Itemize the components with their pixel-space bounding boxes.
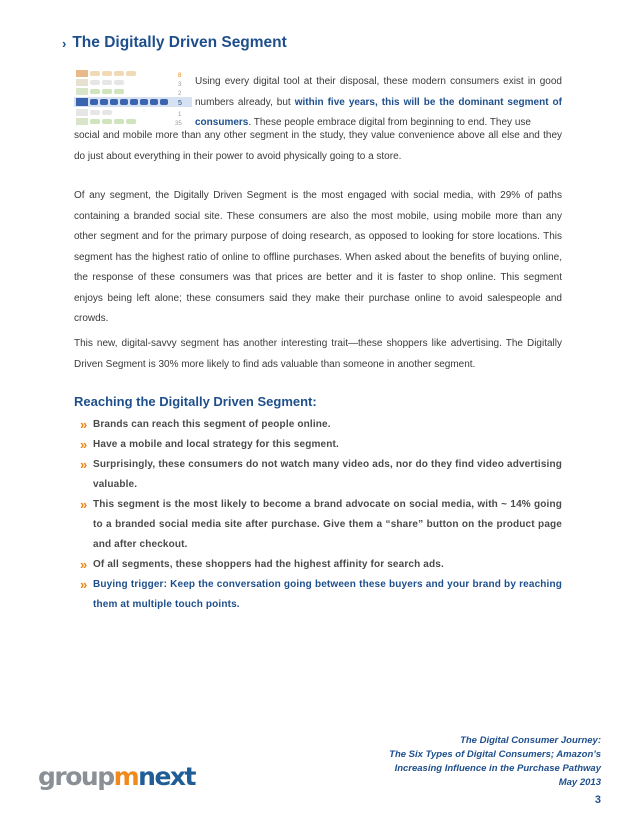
list-item-text: Buying trigger: Keep the conversation going between these buyers and your brand by reaching them at multiple touch points. bbox=[93, 579, 562, 610]
list-item bbox=[80, 555, 562, 575]
list-item-text: Brands can reach this segment of people online. bbox=[93, 419, 331, 430]
list-item-text: Surprisingly, these consumers do not watch many video ads, nor do they find video advertising valuable. bbox=[93, 459, 562, 490]
logo-part-m: m bbox=[113, 762, 139, 791]
section-heading bbox=[62, 34, 287, 52]
double-chevron-icon: » bbox=[80, 417, 88, 432]
thumb-number: 5 bbox=[178, 100, 182, 107]
logo-part-group: group bbox=[38, 762, 114, 791]
footer-citation bbox=[389, 734, 601, 790]
section-title: The Digitally Driven Segment bbox=[72, 34, 287, 51]
footer-line: Increasing Influence in the Purchase Pathway bbox=[394, 763, 601, 774]
list-item-text: This segment is the most likely to become a brand advocate on social media, with ~ 14% going to a branded social media site after purchase. Give them a “share” button on the product page and after checkout. bbox=[93, 499, 562, 550]
list-item-text: Of all segments, these shoppers had the highest affinity for search ads. bbox=[93, 559, 444, 570]
intro-paragraph-continued: social and mobile more than any other segment in the study, they value convenience above all else and they do just about everything in their power to avoid physically going to a store. bbox=[74, 130, 562, 162]
subheading: Reaching the Digitally Driven Segment: bbox=[74, 394, 317, 409]
logo-part-next: next bbox=[138, 762, 195, 791]
thumb-number: 8 bbox=[178, 73, 182, 79]
thumb-number: 3 bbox=[178, 82, 182, 88]
intro-text-end: . These people embrace digital from beginning to end. They use bbox=[248, 117, 531, 128]
double-chevron-icon: » bbox=[80, 577, 88, 592]
thumb-number: 2 bbox=[178, 91, 182, 97]
thumb-number: 35 bbox=[175, 121, 182, 126]
footer-line: The Six Types of Digital Consumers; Amazon’s bbox=[389, 749, 601, 760]
segment-chart-icon bbox=[74, 68, 192, 126]
double-chevron-icon: » bbox=[80, 437, 88, 452]
body-paragraph-social: Of any segment, the Digitally Driven Segment is the most engaged with social media, with 29% of paths containing a branded social site. These consumers are also the most mobile, using mobile more than any other segment and for the primary purpose of doing research, as opposed to looking for store locations. This segment has the highest ratio of online to offline purchases. When asked about the benefits of buying online, the response of these consumers was that prices are better and it is faster to shop online. This segment enjoys being left alone; these consumers said they make their purchase online to avoid salespeople and crowds. bbox=[74, 190, 562, 324]
intro-highlight: within five years, this will be the dominant segment of consumers bbox=[195, 96, 562, 128]
page-number: 3 bbox=[594, 794, 601, 806]
double-chevron-icon: » bbox=[80, 557, 88, 572]
segment-chart-thumbnail bbox=[74, 68, 192, 126]
double-chevron-icon: » bbox=[80, 497, 88, 512]
intro-paragraph bbox=[195, 72, 562, 134]
groupmnext-logo bbox=[38, 762, 195, 791]
list-item bbox=[80, 435, 562, 455]
body-paragraph-advertising: This new, digital-savvy segment has another interesting trait—these shoppers like advertising. The Digitally Driven Segment is 30% more likely to find ads valuable than someone in another segment. bbox=[74, 338, 562, 370]
footer-line: The Digital Consumer Journey: bbox=[460, 735, 601, 746]
bullet-list bbox=[80, 415, 562, 615]
list-item-buying-trigger bbox=[80, 575, 562, 615]
chevron-right-icon: › bbox=[62, 35, 67, 51]
list-item bbox=[80, 415, 562, 435]
double-chevron-icon: » bbox=[80, 457, 88, 472]
list-item bbox=[80, 495, 562, 555]
intro-text-start: Using every digital tool at their disposal, these modern consumers exist in good numbers already, but bbox=[195, 76, 562, 108]
list-item bbox=[80, 455, 562, 495]
footer-date: May 2013 bbox=[558, 777, 601, 788]
thumb-number: 1 bbox=[178, 112, 182, 118]
list-item-text: Have a mobile and local strategy for this segment. bbox=[93, 439, 339, 450]
